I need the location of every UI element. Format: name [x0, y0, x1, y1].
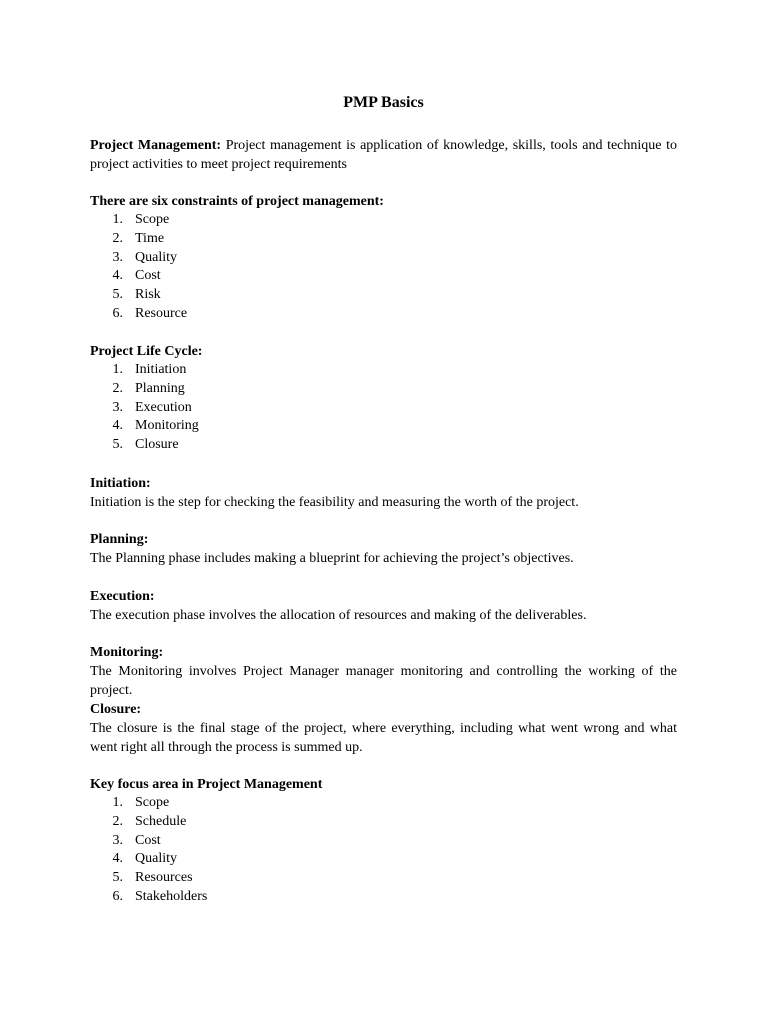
list-item: 3. Execution [112, 399, 192, 415]
initiation-heading: Initiation: [90, 476, 151, 491]
list-item: 2. Time [112, 230, 165, 246]
intro-text: Project management is application of knowledge, skills, tools and technique to project activities to meet project requirements [90, 138, 678, 172]
list-item: 4. Cost [112, 268, 161, 284]
list-item: 1. Initiation [112, 362, 187, 377]
list-item: 1. Scope [112, 795, 170, 810]
list-item: 2. Schedule [112, 813, 187, 829]
list-item: 3. Quality [112, 249, 177, 265]
closure-heading: Closure: [90, 702, 142, 717]
constraints-list [90, 211, 187, 324]
planning-heading: Planning: [90, 532, 149, 547]
constraints-heading: There are six constraints of project management: [90, 194, 384, 209]
monitoring-heading: Monitoring: [90, 645, 164, 660]
initiation-text: Initiation is the step for checking the feasibility and measuring the worth of the project. [90, 495, 579, 510]
monitoring-text: The Monitoring involves Project Manager manager monitoring and controlling the working of the project. [90, 664, 677, 698]
focus-list [90, 794, 207, 907]
list-item: 4. Quality [112, 851, 177, 867]
closure-text: The closure is the final stage of the project, where everything, including what went wrong and what went right all through the process is summed up. [90, 721, 677, 755]
document-title: PMP Basics [343, 94, 424, 111]
list-item: 1. Scope [112, 212, 170, 227]
life-cycle-list [90, 361, 199, 455]
list-item: 6. Stakeholders [112, 888, 208, 904]
planning-text: The Planning phase includes making a blueprint for achieving the project’s objectives. [90, 551, 574, 566]
list-item: 3. Cost [112, 832, 161, 848]
list-item: 2. Planning [112, 380, 185, 396]
list-item: 5. Risk [112, 287, 161, 303]
intro-paragraph [90, 136, 677, 174]
execution-text: The execution phase involves the allocation of resources and making of the deliverables. [90, 608, 587, 623]
list-item: 5. Resources [112, 870, 193, 886]
list-item: 6. Resource [112, 305, 188, 321]
focus-heading: Key focus area in Project Management [90, 777, 323, 792]
list-item: 5. Closure [112, 437, 179, 453]
execution-heading: Execution: [90, 589, 155, 604]
life-cycle-heading: Project Life Cycle: [90, 344, 203, 359]
list-item: 4. Monitoring [112, 418, 199, 434]
intro-label: Project Management: [90, 138, 222, 153]
